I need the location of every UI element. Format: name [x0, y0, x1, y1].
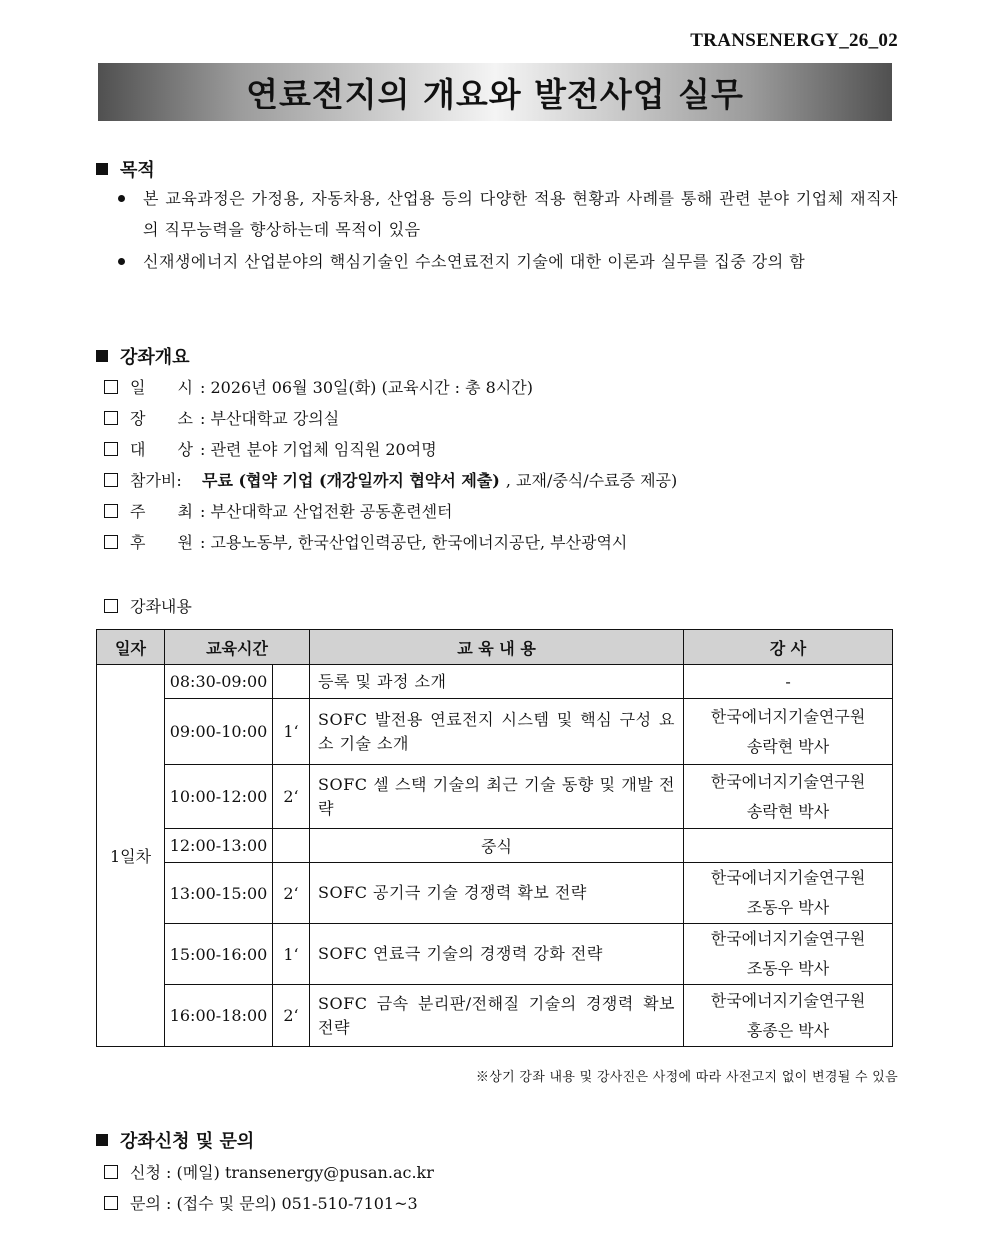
overview-date: [104, 375, 533, 398]
header-instructor: 강 사: [684, 630, 893, 665]
instructor-cell: [684, 985, 893, 1047]
instructor-cell: [684, 924, 893, 985]
checkbox-square-icon: [104, 599, 118, 613]
instructor-name: 조동우 박사: [746, 959, 830, 978]
instructor-name: 홍종은 박사: [746, 1020, 830, 1040]
overview-label: 일 시: [130, 378, 193, 397]
bullet-dot-icon: [118, 258, 125, 265]
time-cell: 13:00-15:00: [165, 863, 273, 924]
table-row: [97, 985, 893, 1047]
apply-signup: [104, 1160, 434, 1183]
hours-cell: [273, 665, 310, 699]
checkbox-square-icon: [104, 411, 118, 425]
overview-value: : 고용노동부, 한국산업인력공단, 한국에너지공단, 부산광역시: [200, 533, 628, 552]
page-title: 연료전지의 개요와 발전사업 실무: [246, 74, 744, 114]
purpose-bullet-text: 본 교육과정은 가정용, 자동차용, 산업용 등의 다양한 적용 현황과 사례를 통해 관련 분야 기업체 재직자의 직무능력을 향상하는데 목적이 있음: [143, 189, 898, 239]
table-row: [97, 665, 893, 699]
overview-fee: [104, 468, 677, 491]
time-cell: 09:00-10:00: [165, 699, 273, 765]
table-header-row: [97, 630, 893, 665]
document-code: TRANSENERGY_26_02: [690, 30, 898, 51]
content-cell: SOFC 연료극 기술의 경쟁력 강화 전략: [310, 924, 684, 985]
instructor-cell: [684, 829, 893, 863]
section-purpose-heading: [96, 156, 155, 182]
time-cell: 15:00-16:00: [165, 924, 273, 985]
section-apply-title: 강좌신청 및 문의: [120, 1131, 255, 1152]
filled-square-icon: [96, 350, 108, 362]
overview-label: 후 원: [130, 533, 193, 552]
instructor-org: 한국에너지기술연구원: [710, 990, 866, 1010]
content-cell: 중식: [310, 829, 684, 863]
content-cell: SOFC 금속 분리판/전해질 기술의 경쟁력 확보 전략: [310, 985, 684, 1047]
instructor-org: 한국에너지기술연구원: [710, 706, 866, 726]
bullet-dot-icon: [118, 195, 125, 202]
instructor-org: 한국에너지기술연구원: [710, 771, 866, 791]
table-row: [97, 924, 893, 985]
section-overview-title: 강좌개요: [120, 347, 190, 368]
overview-fee-bold: 무료 (협약 기업 (개강일까지 협약서 제출): [202, 471, 500, 490]
instructor-name: 송락현 박사: [746, 801, 830, 821]
section-purpose-title: 목적: [120, 160, 155, 181]
purpose-bullet-2: [118, 246, 898, 277]
hours-cell: 1‘: [273, 924, 310, 985]
hours-cell: 2‘: [273, 765, 310, 829]
hours-cell: 1‘: [273, 699, 310, 765]
overview-value: : 관련 분야 기업체 임직원 20여명: [200, 440, 437, 459]
overview-label: 장 소: [130, 409, 193, 428]
table-row: [97, 765, 893, 829]
purpose-bullet-1: [118, 183, 898, 245]
checkbox-square-icon: [104, 504, 118, 518]
hours-cell: 2‘: [273, 985, 310, 1047]
overview-value: : 2026년 06월 30일(화) (교육시간 : 총 8시간): [200, 378, 533, 397]
content-cell: SOFC 공기극 기술 경쟁력 확보 전략: [310, 863, 684, 924]
content-cell: SOFC 셀 스택 기술의 최근 기술 동향 및 개발 전략: [310, 765, 684, 829]
header-time: 교육시간: [165, 630, 310, 665]
checkbox-square-icon: [104, 380, 118, 394]
hours-cell: 2‘: [273, 863, 310, 924]
checkbox-square-icon: [104, 442, 118, 456]
hours-cell: [273, 829, 310, 863]
content-cell: SOFC 발전용 연료전지 시스템 및 핵심 구성 요소 기술 소개: [310, 699, 684, 765]
header-content: 교 육 내 용: [310, 630, 684, 665]
table-row: [97, 829, 893, 863]
checkbox-square-icon: [104, 1196, 118, 1210]
table-row: [97, 699, 893, 765]
time-cell: 12:00-13:00: [165, 829, 273, 863]
instructor-name: 송락현 박사: [746, 736, 830, 756]
overview-label: 주 최: [130, 502, 193, 521]
instructor-cell: -: [684, 665, 893, 699]
time-cell: 16:00-18:00: [165, 985, 273, 1047]
overview-value: : 부산대학교 산업전환 공동훈련센터: [200, 502, 453, 521]
filled-square-icon: [96, 163, 108, 175]
instructor-name: 조동우 박사: [746, 898, 830, 917]
day-cell: 1일차: [97, 665, 165, 1047]
filled-square-icon: [96, 1134, 108, 1146]
section-overview-heading: [96, 343, 190, 369]
overview-fee-rest: , 교재/중식/수료증 제공): [505, 471, 678, 490]
instructor-org: 한국에너지기술연구원: [710, 929, 866, 948]
instructor-cell: [684, 863, 893, 924]
table-row: [97, 863, 893, 924]
overview-sponsor: [104, 530, 627, 553]
header-day: 일자: [97, 630, 165, 665]
purpose-bullet-text: 신재생에너지 산업분야의 핵심기술인 수소연료전지 기술에 대한 이론과 실무를 집중 강의 함: [143, 252, 806, 271]
section-apply-heading: [96, 1127, 254, 1153]
title-banner: [98, 63, 892, 121]
schedule-note: ※상기 강좌 내용 및 강사진은 사정에 따라 사전고지 없이 변경될 수 있음: [475, 1070, 898, 1085]
content-heading: [104, 594, 192, 617]
overview-target: [104, 437, 437, 460]
checkbox-square-icon: [104, 473, 118, 487]
time-cell: 10:00-12:00: [165, 765, 273, 829]
checkbox-square-icon: [104, 535, 118, 549]
overview-host: [104, 499, 453, 522]
apply-inquiry: [104, 1191, 418, 1214]
overview-value: : 부산대학교 강의실: [200, 409, 340, 428]
overview-place: [104, 406, 339, 429]
apply-inquiry-text: 문의 : (접수 및 문의) 051-510-7101~3: [130, 1194, 418, 1213]
apply-signup-text: 신청 : (메일) transenergy@pusan.ac.kr: [130, 1163, 434, 1182]
content-cell: 등록 및 과정 소개: [310, 665, 684, 699]
instructor-cell: [684, 765, 893, 829]
schedule-table: [96, 629, 893, 1047]
time-cell: 08:30-09:00: [165, 665, 273, 699]
content-heading-label: 강좌내용: [130, 597, 192, 616]
overview-fee-label: 참가비:: [130, 471, 182, 490]
overview-label: 대 상: [130, 440, 193, 459]
instructor-cell: [684, 699, 893, 765]
instructor-org: 한국에너지기술연구원: [710, 868, 866, 887]
checkbox-square-icon: [104, 1165, 118, 1179]
